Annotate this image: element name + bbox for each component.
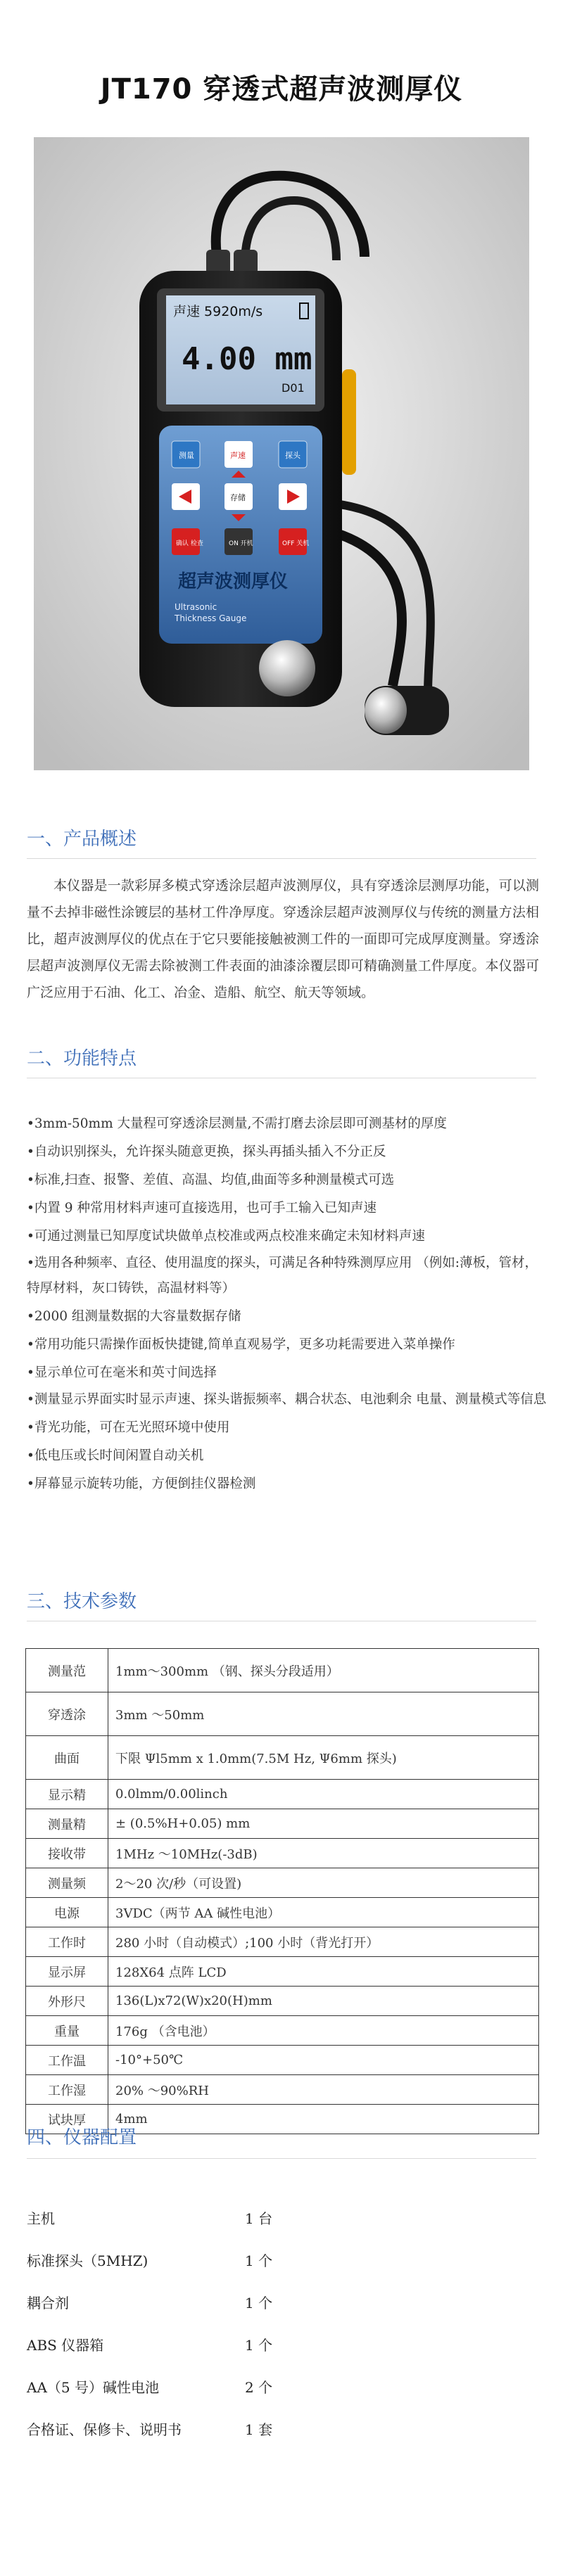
spec-label: 显示屏	[26, 1957, 108, 1987]
feature-item: •低电压或长时间闲置自动关机	[27, 1448, 204, 1463]
probe-icon	[365, 687, 407, 734]
table-row	[26, 1809, 539, 1839]
list-item	[27, 2282, 308, 2324]
overview-divider	[27, 858, 536, 859]
table-row	[26, 2016, 539, 2046]
key-probe-label: 探头	[285, 451, 301, 460]
config-item-qty: 1 个	[245, 2252, 273, 2269]
config-item-name: 合格证、保修卡、说明书	[27, 2421, 182, 2438]
config-item-name: 耦合剂	[27, 2295, 69, 2312]
features-list	[27, 1110, 548, 1498]
table-row	[26, 1927, 539, 1957]
key-on-label: ON 开机	[229, 540, 253, 547]
spec-label: 显示精	[26, 1780, 108, 1809]
list-item	[27, 2324, 308, 2366]
table-row	[26, 2075, 539, 2105]
key-velocity-label: 声速	[230, 451, 246, 460]
spec-value: 2～20 次/秒（可设置)	[108, 1868, 539, 1898]
spec-label: 穿透涂	[26, 1692, 108, 1736]
config-item-qty: 1 个	[245, 2337, 273, 2354]
spec-label: 电源	[26, 1898, 108, 1927]
config-divider	[27, 2158, 536, 2159]
config-item-name: 主机	[27, 2210, 55, 2227]
feature-item: •常用功能只需操作面板快捷键,简单直观易学，更多功耗需要进入菜单操作	[27, 1337, 455, 1352]
config-item-qty: 1 套	[245, 2421, 273, 2438]
spec-value: 下限 Ψl5mm x 1.0mm(7.5M Hz, Ψ6mm 探头)	[108, 1736, 539, 1780]
feature-item: •标准,扫查、报警、差值、高温、均值,曲面等多种测量模式可选	[27, 1173, 395, 1187]
spec-value: 4mm	[108, 2105, 539, 2134]
key-store-label: 存储	[230, 493, 246, 502]
feature-item: •2000 组测量数据的大容量数据存储	[27, 1309, 241, 1324]
key-off-label: OFF 关机	[282, 540, 310, 547]
spec-value: -10°+50℃	[108, 2046, 539, 2075]
spec-value: 3mm ～50mm	[108, 1692, 539, 1736]
specs-table	[25, 1648, 539, 2134]
brand-english-line2: Thickness Gauge	[175, 613, 247, 623]
brand-english-line1: Ultrasonic	[175, 602, 217, 612]
overview-text: 本仪器是一款彩屏多模式穿透涂层超声波测厚仪，具有穿透涂层测厚功能，可以测量不去掉非磁性涂镀层的基材工件净厚度。穿透涂层超声波测厚仪与传统的测量方法相比，超声波测厚仪的优点在于它只要能接触被测工件的一面即可完成厚度测量。穿透涂层超声波测厚仪无需去除被测工件表面的油漆涂覆层即可精确测量工件厚度。本仪器可广泛应用于石油、化工、冶金、造船、航空、航天等领域。	[27, 878, 539, 1000]
table-row	[26, 1692, 539, 1736]
feature-item: •选用各种频率、直径、使用温度的探头，可满足各种特殊测厚应用 （例如:薄板，管材，特厚材料，灰口铸铁，高温材料等）	[27, 1256, 538, 1296]
spec-label: 测量范	[26, 1649, 108, 1692]
list-item	[27, 2366, 308, 2409]
spec-label: 试块厚	[26, 2105, 108, 2134]
spec-label: 曲面	[26, 1736, 108, 1780]
spec-label: 测量精	[26, 1809, 108, 1839]
table-row	[26, 1868, 539, 1898]
lcd-sound-speed: 声速 5920m/s	[173, 304, 263, 319]
feature-item: •背光功能，可在无光照环境中使用	[27, 1420, 230, 1435]
product-photo	[34, 137, 529, 770]
feature-item: •屏幕显示旋转功能，方便倒挂仪器检测	[27, 1477, 256, 1491]
feature-item: •可通过测量已知厚度试块做单点校准或两点校准来确定未知材料声速	[27, 1229, 425, 1244]
spec-value: 176g （含电池）	[108, 2016, 539, 2046]
table-row	[26, 1736, 539, 1780]
table-row	[26, 1839, 539, 1868]
spec-value: ± (0.5%H+0.05) mm	[108, 1809, 539, 1839]
config-heading: 四、仪器配置	[27, 2127, 137, 2148]
spec-value: 3VDC（两节 AA 碱性电池）	[108, 1898, 539, 1927]
spec-label: 重量	[26, 2016, 108, 2046]
config-item-name: ABS 仪器箱	[27, 2337, 104, 2354]
key-confirm-label: 确认 检查	[176, 540, 203, 547]
lcd-thickness-value: 4.00 mm	[182, 341, 312, 377]
config-item-qty: 1 台	[245, 2210, 273, 2227]
spec-value: 1MHz ～10MHz(-3dB)	[108, 1839, 539, 1868]
spec-value: 0.0lmm/0.00linch	[108, 1780, 539, 1809]
table-row	[26, 1649, 539, 1692]
spec-label: 工作温	[26, 2046, 108, 2075]
features-heading: 二、功能特点	[27, 1048, 137, 1069]
overview-heading: 一、产品概述	[27, 829, 137, 850]
table-row	[26, 1957, 539, 1987]
spec-label: 外形尺	[26, 1987, 108, 2016]
spec-value: 20% ～90%RH	[108, 2075, 539, 2105]
spec-value: 128X64 点阵 LCD	[108, 1957, 539, 1987]
feature-item: •显示单位可在毫米和英寸间选择	[27, 1365, 217, 1380]
feature-item: •测量显示界面实时显示声速、探头谐振频率、耦合状态、电池剩余 电量、测量模式等信息	[27, 1392, 547, 1407]
list-item	[27, 2240, 308, 2282]
table-row	[26, 1898, 539, 1927]
key-measure-label: 测量	[179, 451, 194, 460]
feature-item: •3mm-50mm 大量程可穿透涂层测量,不需打磨去涂层即可测基材的厚度	[27, 1116, 447, 1131]
spec-value: 1mm～300mm （钢、探头分段适用）	[108, 1649, 539, 1692]
list-item	[27, 2198, 308, 2240]
table-row	[26, 1780, 539, 1809]
list-item	[27, 2409, 308, 2451]
config-item-name: AA（5 号）碱性电池	[27, 2379, 159, 2396]
config-item-qty: 1 个	[245, 2295, 273, 2312]
config-list	[27, 2198, 308, 2451]
config-item-name: 标准探头（5MHZ)	[27, 2252, 148, 2269]
calibration-disc	[259, 640, 315, 696]
feature-item: •内置 9 种常用材料声速可直接选用，也可手工输入已知声速	[27, 1201, 377, 1216]
brand-chinese-text: 超声波测厚仪	[178, 571, 289, 592]
spec-value: 280 小时（自动模式）;100 小时（背光打开）	[108, 1927, 539, 1957]
config-item-qty: 2 个	[245, 2379, 273, 2396]
spec-label: 工作时	[26, 1927, 108, 1957]
feature-item: •自动识别探头，允许探头随意更换，探头再插头插入不分正反	[27, 1144, 386, 1159]
specs-heading: 三、技术参数	[27, 1591, 137, 1612]
spec-label: 工作湿	[26, 2075, 108, 2105]
table-row	[26, 1987, 539, 2016]
spec-value: 136(L)x72(W)x20(H)mm	[108, 1987, 539, 2016]
table-row	[26, 2046, 539, 2075]
gauge-illustration	[34, 137, 529, 770]
spec-label: 测量频	[26, 1868, 108, 1898]
lcd-memory-id: D01	[282, 381, 305, 395]
spec-label: 接收带	[26, 1839, 108, 1868]
page-title: JT170 穿透式超声波测厚仪	[100, 73, 463, 106]
